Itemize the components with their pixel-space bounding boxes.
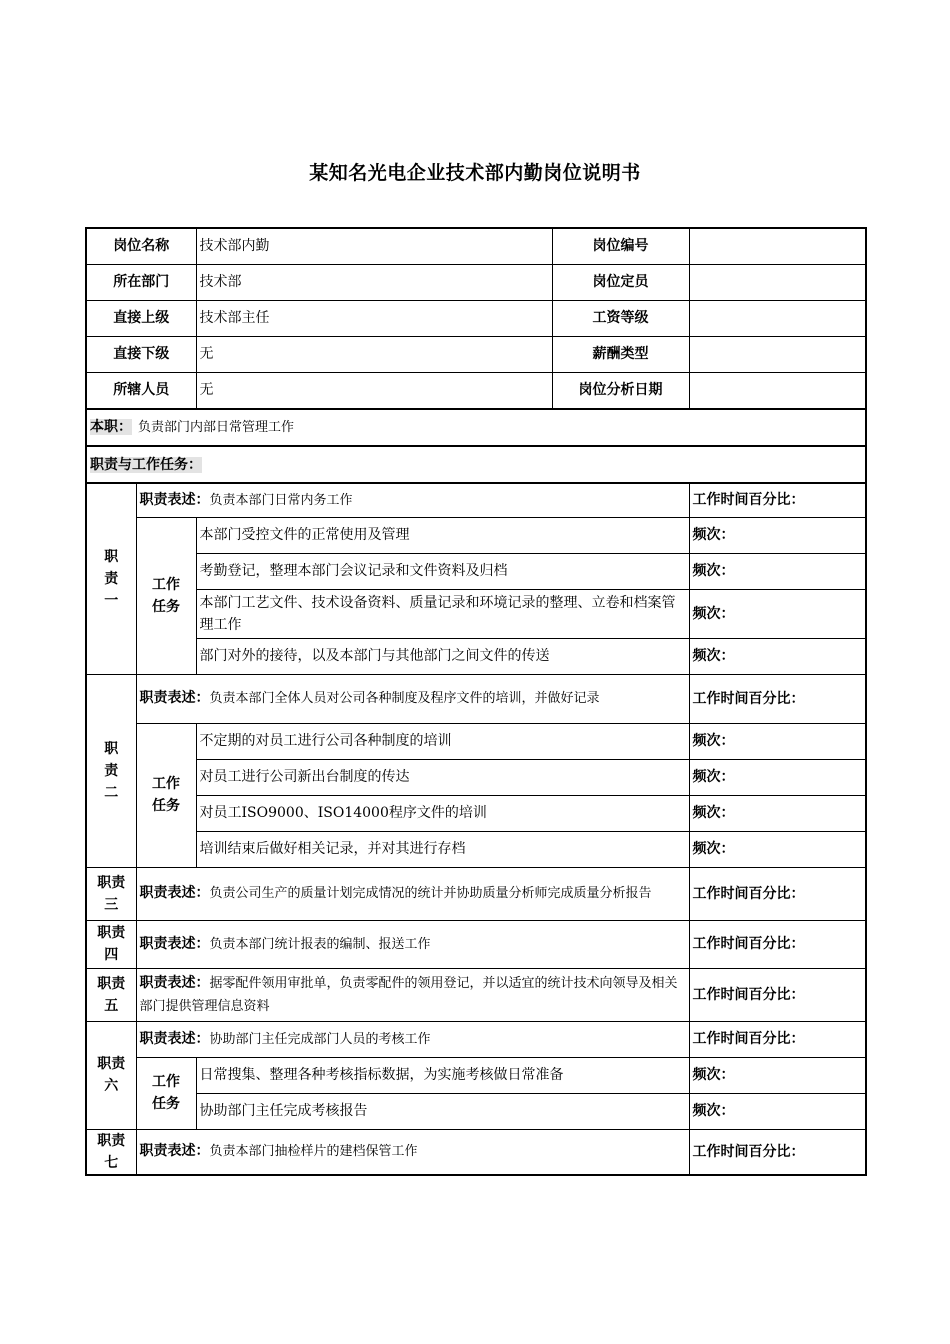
frequency-label: 频次： [689, 638, 866, 674]
frequency-label: 频次： [689, 795, 866, 831]
frequency-label: 频次： [689, 1057, 866, 1093]
duty-desc-label: 职责表述： [139, 491, 210, 508]
duty-desc-label: 职责表述： [139, 974, 210, 991]
task-item: 协助部门主任完成考核报告 [196, 1093, 689, 1129]
duty-desc-text: 协助部门主任完成部门人员的考核工作 [209, 1031, 431, 1047]
section-title: 职责与工作任务： [90, 456, 202, 473]
duty-desc-text: 负责本部门统计报表的编制、报送工作 [209, 936, 431, 952]
duty-description [136, 920, 689, 968]
time-percentage-label: 工作时间百分比： [689, 867, 866, 920]
task-row [86, 553, 866, 589]
frequency-label: 频次： [689, 1093, 866, 1129]
time-percentage-label: 工作时间百分比： [689, 968, 866, 1021]
info-value-2 [689, 300, 866, 336]
job-description-table [85, 227, 867, 1176]
duty-name: 职责 五 [86, 968, 136, 1021]
task-item: 本部门受控文件的正常使用及管理 [196, 517, 689, 553]
duty-desc-row [86, 1021, 866, 1057]
time-percentage-label: 工作时间百分比： [689, 1021, 866, 1057]
duty-name: 职 责 二 [86, 674, 136, 867]
duty-desc-text: 负责本部门日常内务工作 [209, 492, 353, 508]
info-label: 所在部门 [86, 264, 196, 300]
duty-name: 职责 七 [86, 1129, 136, 1175]
duty-desc-text: 负责本部门抽检样片的建档保管工作 [209, 1144, 418, 1159]
duty-desc-text: 负责本部门全体人员对公司各种制度及程序文件的培训，并做好记录 [209, 691, 600, 706]
benzhi-cell [86, 409, 866, 446]
task-row [86, 589, 866, 638]
info-row [86, 264, 866, 300]
benzhi-row [86, 409, 866, 446]
info-value: 技术部主任 [196, 300, 552, 336]
task-item: 不定期的对员工进行公司各种制度的培训 [196, 723, 689, 759]
info-row [86, 300, 866, 336]
info-row [86, 228, 866, 264]
frequency-label: 频次： [689, 517, 866, 553]
section-row [86, 446, 866, 483]
task-row [86, 723, 866, 759]
info-label: 所辖人员 [86, 372, 196, 409]
info-label: 岗位名称 [86, 228, 196, 264]
duty-desc-label: 职责表述： [139, 1143, 210, 1159]
task-item: 部门对外的接待，以及本部门与其他部门之间文件的传送 [196, 638, 689, 674]
info-value: 技术部内勤 [196, 228, 552, 264]
duty-description [136, 968, 689, 1021]
duty-desc-row [86, 674, 866, 723]
duty-desc-label: 职责表述： [139, 935, 210, 952]
frequency-label: 频次： [689, 589, 866, 638]
duty-description [136, 867, 689, 920]
info-value-2 [689, 264, 866, 300]
info-row [86, 336, 866, 372]
task-row [86, 1057, 866, 1093]
info-value: 技术部 [196, 264, 552, 300]
task-item: 本部门工艺文件、技术设备资料、质量记录和环境记录的整理、立卷和档案管理工作 [196, 589, 689, 638]
duty-name: 职 责 一 [86, 483, 136, 674]
benzhi-label: 本职： [90, 419, 132, 435]
duty-description [136, 1021, 689, 1057]
work-task-label: 工作 任务 [136, 1057, 196, 1129]
section-header [86, 446, 866, 483]
info-label-2: 薪酬类型 [552, 336, 689, 372]
duty-desc-row [86, 867, 866, 920]
frequency-label: 频次： [689, 831, 866, 867]
duty-desc-row [86, 483, 866, 517]
task-row [86, 831, 866, 867]
benzhi-text: 负责部门内部日常管理工作 [138, 420, 295, 435]
info-row [86, 372, 866, 409]
info-value: 无 [196, 336, 552, 372]
info-label-2: 岗位编号 [552, 228, 689, 264]
duty-description [136, 1129, 689, 1175]
frequency-label: 频次： [689, 759, 866, 795]
duty-name: 职责 六 [86, 1021, 136, 1129]
info-label-2: 岗位定员 [552, 264, 689, 300]
time-percentage-label: 工作时间百分比： [689, 920, 866, 968]
task-row [86, 759, 866, 795]
info-value: 无 [196, 372, 552, 409]
frequency-label: 频次： [689, 553, 866, 589]
time-percentage-label: 工作时间百分比： [689, 674, 866, 723]
info-value-2 [689, 372, 866, 409]
time-percentage-label: 工作时间百分比： [689, 483, 866, 517]
duty-name: 职责 四 [86, 920, 136, 968]
info-label: 直接上级 [86, 300, 196, 336]
duty-desc-text: 据零配件领用审批单，负责零配件的领用登记，并以适宜的统计技术向领导及相关部门提供管理信息资料 [139, 975, 678, 1014]
task-row [86, 795, 866, 831]
task-item: 对员工进行公司新出台制度的传达 [196, 759, 689, 795]
task-row [86, 517, 866, 553]
duty-desc-text: 负责公司生产的质量计划完成情况的统计并协助质量分析师完成质量分析报告 [209, 886, 652, 901]
time-percentage-label: 工作时间百分比： [689, 1129, 866, 1175]
task-item: 考勤登记，整理本部门会议记录和文件资料及归档 [196, 553, 689, 589]
duty-description [136, 674, 689, 723]
work-task-label: 工作 任务 [136, 517, 196, 674]
info-label-2: 工资等级 [552, 300, 689, 336]
duty-desc-label: 职责表述： [139, 1030, 210, 1047]
info-label-2: 岗位分析日期 [552, 372, 689, 409]
duty-desc-label: 职责表述： [139, 690, 210, 706]
task-item: 培训结束后做好相关记录，并对其进行存档 [196, 831, 689, 867]
frequency-label: 频次： [689, 723, 866, 759]
info-value-2 [689, 336, 866, 372]
duty-desc-row [86, 1129, 866, 1175]
task-item: 对员工ISO9000、ISO14000程序文件的培训 [196, 795, 689, 831]
task-row [86, 638, 866, 674]
duty-desc-row [86, 968, 866, 1021]
info-label: 直接下级 [86, 336, 196, 372]
duty-description [136, 483, 689, 517]
task-row [86, 1093, 866, 1129]
duty-name: 职责 三 [86, 867, 136, 920]
info-value-2 [689, 228, 866, 264]
duty-desc-label: 职责表述： [139, 885, 210, 901]
document-title: 某知名光电企业技术部内勤岗位说明书 [309, 162, 641, 184]
task-item: 日常搜集、整理各种考核指标数据，为实施考核做日常准备 [196, 1057, 689, 1093]
work-task-label: 工作 任务 [136, 723, 196, 867]
duty-desc-row [86, 920, 866, 968]
